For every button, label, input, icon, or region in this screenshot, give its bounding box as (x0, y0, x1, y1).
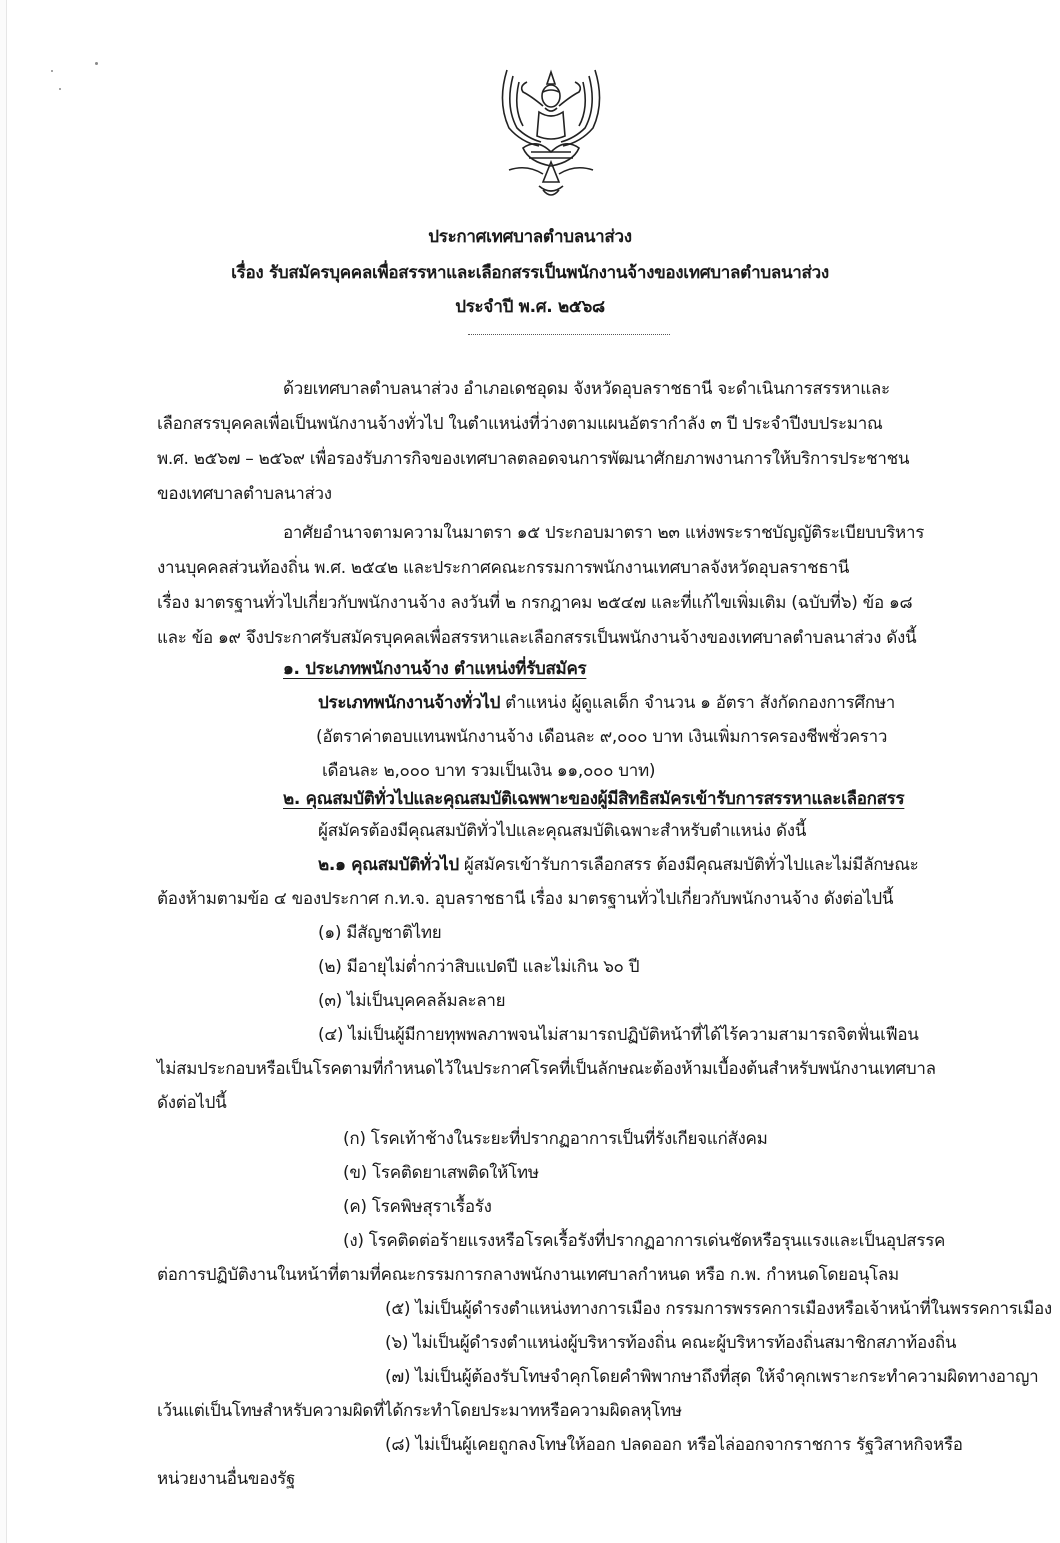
intro-line: ของเทศบาลตำบลนาส่วง (157, 484, 332, 504)
sub21-line2: ต้องห้ามตามข้อ ๔ ของประกาศ ก.ท.จ. อุบลราชธานี เรื่อง มาตรฐานทั่วไปเกี่ยวกับพนักงานจ้าง ดังต่อไปนี้ (157, 889, 894, 909)
disease-item: (ข) โรคติดยาเสพติดให้โทษ (343, 1163, 539, 1183)
position-detail: ตำแหน่ง ผู้ดูแลเด็ก จำนวน ๑ อัตรา สังกัดกองการศึกษา (500, 693, 896, 713)
scan-speck (95, 62, 98, 65)
disease-item: (ก) โรคเท้าช้างในระยะที่ปรากฏอาการเป็นที่รังเกียจแก่สังคม (343, 1129, 768, 1149)
item7-cont: เว้นแต่เป็นโทษสำหรับความผิดที่ได้กระทำโดยประมาทหรือความผิดลหุโทษ (157, 1401, 682, 1421)
disease-item: (ง) โรคติดต่อร้ายแรงหรือโรคเรื้อรังที่ปรากฏอาการเด่นชัดหรือรุนแรงและเป็นอุปสรรค (343, 1231, 946, 1251)
sub21-line (318, 854, 919, 876)
employee-type-label: ประเภทพนักงานจ้างทั่วไป (318, 693, 501, 713)
qualification-item: (๒) มีอายุไม่ต่ำกว่าสิบแปดปี และไม่เกิน ๖๐ ปี (318, 957, 640, 977)
scan-speck (59, 88, 61, 90)
authority-line: งานบุคคลส่วนท้องถิ่น พ.ศ. ๒๕๔๒ และประกาศคณะกรรมการพนักงานเทศบาลจังหวัดอุบลราชธานี (157, 558, 850, 578)
sub21-label: ๒.๑ คุณสมบัติทั่วไป (318, 855, 459, 875)
announcement-title: ประกาศเทศบาลตำบลนาส่วง (428, 227, 632, 247)
disease-item: (ค) โรคพิษสุราเรื้อรัง (343, 1197, 492, 1217)
announcement-year: ประจำปี พ.ศ. ๒๕๖๘ (455, 297, 605, 317)
section1-heading: ๑. ประเภทพนักงานจ้าง ตำแหน่งที่รับสมัคร (283, 659, 587, 679)
qualification-item: (๕) ไม่เป็นผู้ดำรงตำแหน่งทางการเมือง กรรมการพรรคการเมืองหรือเจ้าหน้าที่ในพรรคการเมือง (385, 1299, 1052, 1319)
garuda-emblem-icon (487, 62, 615, 202)
sub21-text: ผู้สมัครเข้ารับการเลือกสรร ต้องมีคุณสมบัติทั่วไปและไม่มีลักษณะ (458, 855, 919, 875)
item8-cont: หน่วยงานอื่นของรัฐ (157, 1469, 296, 1489)
qualification-item: (๖) ไม่เป็นผู้ดำรงตำแหน่งผู้บริหารท้องถิ่น คณะผู้บริหารท้องถิ่นสมาชิกสภาท้องถิ่น (385, 1333, 957, 1353)
authority-line: เรื่อง มาตรฐานทั่วไปเกี่ยวกับพนักงานจ้าง ลงวันที่ ๒ กรกฎาคม ๒๕๔๗ และที่แก้ไขเพิ่มเติม (ฉบับที่๖) ข้อ ๑๘ (157, 593, 913, 613)
qualification-item: (๔) ไม่เป็นผู้มีกายทุพพลภาพจนไม่สามารถปฏิบัติหน้าที่ได้ไร้ความสามารถจิตฟั่นเฟือน (318, 1025, 919, 1045)
qualification-item: (๑) มีสัญชาติไทย (318, 923, 442, 943)
qualification-item: (๗) ไม่เป็นผู้ต้องรับโทษจำคุกโดยคำพิพากษาถึงที่สุด ให้จำคุกเพราะกระทำความผิดทางอาญา (385, 1367, 1039, 1387)
intro-line: เลือกสรรบุคคลเพื่อเป็นพนักงานจ้างทั่วไป ในตำแหน่งที่ว่างตามแผนอัตรากำลัง ๓ ปี ประจำปีงบประมาณ (157, 414, 883, 434)
scan-speck (51, 70, 53, 72)
section2-intro: ผู้สมัครต้องมีคุณสมบัติทั่วไปและคุณสมบัติเฉพาะสำหรับตำแหน่ง ดังนี้ (318, 821, 807, 841)
item4-cont: ไม่สมประกอบหรือเป็นโรคตามที่กำหนดไว้ในประกาศโรคที่เป็นลักษณะต้องห้ามเบื้องต้นสำหรับพนักงานเทศบาล (157, 1059, 936, 1079)
section1-position (318, 692, 895, 714)
qualification-item: (๘) ไม่เป็นผู้เคยถูกลงโทษให้ออก ปลดออก หรือไล่ออกจากราชการ รัฐวิสาหกิจหรือ (385, 1435, 963, 1455)
authority-line: อาศัยอำนาจตามความในมาตรา ๑๕ ประกอบมาตรา ๒๓ แห่งพระราชบัญญัติระเบียบบริหาร (283, 523, 925, 543)
intro-line: พ.ศ. ๒๕๖๗ – ๒๕๖๙ เพื่อรองรับภารกิจของเทศบาลตลอดจนการพัฒนาศักยภาพงานการให้บริการประชาชน (157, 449, 910, 469)
header-divider (468, 334, 670, 335)
announcement-subject: เรื่อง รับสมัครบุคคลเพื่อสรรหาและเลือกสรรเป็นพนักงานจ้างของเทศบาลตำบลนาส่วง (231, 263, 829, 283)
section2-heading: ๒. คุณสมบัติทั่วไปและคุณสมบัติเฉพพาะของผู้มีสิทธิสมัครเข้ารับการสรรหาและเลือกสรร (283, 789, 905, 809)
intro-line: ด้วยเทศบาลตำบลนาส่วง อำเภอเดชอุดม จังหวัดอุบลราชธานี จะดำเนินการสรรหาและ (283, 379, 890, 399)
item4-cont: ดังต่อไปนี้ (157, 1093, 227, 1113)
pay-line: (อัตราค่าตอบแทนพนักงานจ้าง เดือนละ ๙,๐๐๐ บาท เงินเพิ่มการครองชีพชั่วคราว (316, 727, 888, 747)
authority-line: และ ข้อ ๑๙ จึงประกาศรับสมัครบุคคลเพื่อสรรหาและเลือกสรรเป็นพนักงานจ้างของเทศบาลตำบลนาส่วง ดังนี้ (157, 628, 917, 648)
qualification-item: (๓) ไม่เป็นบุคคลล้มละลาย (318, 991, 506, 1011)
pay-line: เดือนละ ๒,๐๐๐ บาท รวมเป็นเงิน ๑๑,๐๐๐ บาท) (322, 761, 656, 781)
disease-d-cont: ต่อการปฏิบัติงานในหน้าที่ตามที่คณะกรรมการกลางพนักงานเทศบาลกำหนด หรือ ก.พ. กำหนดโดยอนุโลม (157, 1265, 899, 1285)
